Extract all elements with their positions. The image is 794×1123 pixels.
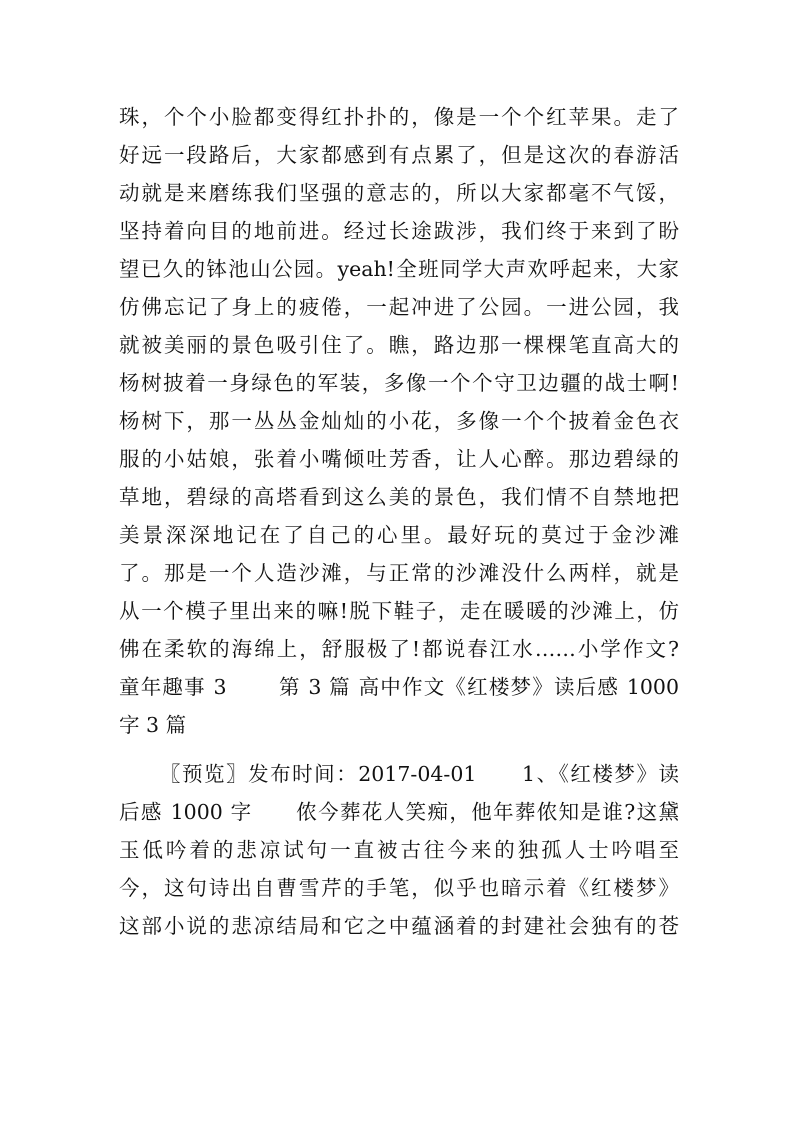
text-line: 坚持着向目的地前进。经过长途跋涉，我们终于来到了盼 [119,219,679,243]
paragraph-gap [119,744,679,755]
preview-meta-line: 〖预览〗发布时间：2017-04-01 1、《红楼梦》读 [160,762,679,786]
text-line: 动就是来磨练我们坚强的意志的，所以大家都毫不气馁， [119,181,679,205]
article-heading-line: 字 3 篇 [119,713,187,737]
text-line: 今，这句诗出自曹雪芹的手笔，似乎也暗示着《红楼梦》 [119,876,679,900]
article-heading-line: 童年趣事 3 第 3 篇 高中作文《红楼梦》读后感 1000 [119,675,679,699]
text-line: 仿佛忘记了身上的疲倦，一起冲进了公园。一进公园，我 [119,295,679,319]
text-line: 佛在柔软的海绵上，舒服极了!都说春江水……小学作文? [119,637,679,661]
text-line: 了。那是一个人造沙滩，与正常的沙滩没什么两样，就是 [119,561,679,585]
text-line: 望已久的钵池山公园。yeah!全班同学大声欢呼起来，大家 [119,257,679,281]
text-line: 草地，碧绿的高塔看到这么美的景色，我们情不自禁地把 [119,485,679,509]
text-line: 玉低吟着的悲凉试句一直被古往今来的独孤人士吟唱至 [119,838,679,862]
text-line: 杨树下，那一丛丛金灿灿的小花，多像一个个披着金色衣 [119,409,679,433]
text-line: 这部小说的悲凉结局和它之中蕴涵着的封建社会独有的苍 [119,914,679,938]
text-line: 服的小姑娘，张着小嘴倾吐芳香，让人心醉。那边碧绿的 [119,447,679,471]
text-line: 从一个模子里出来的嘛!脱下鞋子，走在暖暖的沙滩上，仿 [119,599,679,623]
document-body [119,98,679,945]
text-line: 就被美丽的景色吸引住了。瞧，路边那一棵棵笔直高大的 [119,333,679,357]
text-line: 美景深深地记在了自己的心里。最好玩的莫过于金沙滩 [119,523,679,547]
text-line: 好远一段路后，大家都感到有点累了，但是这次的春游活 [119,143,679,167]
text-line: 杨树披着一身绿色的军装，多像一个个守卫边疆的战士啊! [119,371,679,395]
text-line: 后感 1000 字 侬今葬花人笑痴，他年葬侬知是谁?这黛 [119,800,679,824]
text-line: 珠，个个小脸都变得红扑扑的，像是一个个红苹果。走了 [119,105,679,129]
